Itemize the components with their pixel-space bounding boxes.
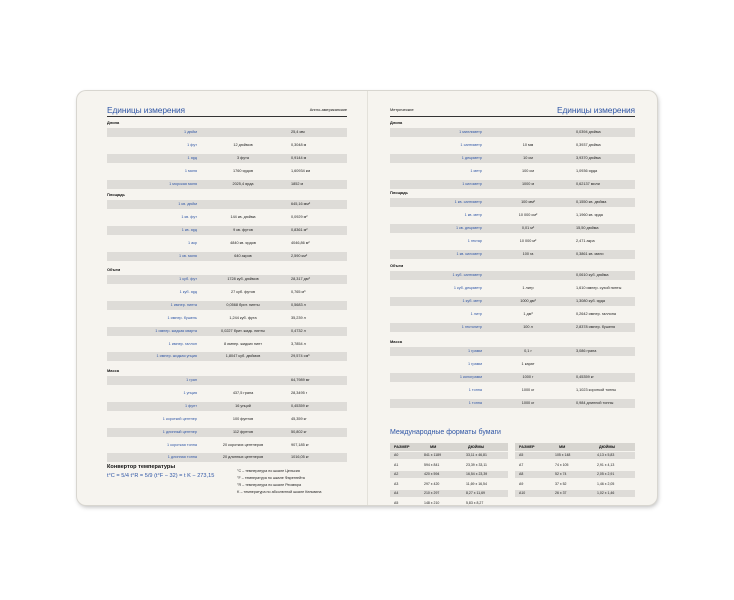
unit-conversion: 15,50 дюйма	[576, 226, 599, 230]
unit-equivalent: 144 кв. дюйма	[230, 214, 256, 219]
unit-conversion: 2,8378 импер. бушеля	[576, 325, 616, 329]
unit-name: 1 унция	[183, 390, 197, 395]
table-row	[390, 284, 635, 293]
left-header-rule	[107, 116, 347, 117]
unit-conversion: 28,3495 г	[291, 390, 308, 395]
unit-name: 1 кв. километр	[456, 252, 482, 256]
unit-equivalent: 1,244 куб. фута	[229, 315, 257, 320]
temperature-converter-formula: t°C = 5/4 t°R = 5/9 (t°F − 32) = t K − 273,15	[107, 473, 215, 479]
table-row	[390, 310, 635, 319]
paper-mm: 26 x 37	[555, 491, 567, 495]
table-row	[107, 453, 347, 462]
unit-equivalent: 0,0227 брит. жидк. пинты	[221, 328, 265, 333]
table-row	[107, 288, 347, 297]
unit-conversion: 1,1023 короткой тонны	[576, 388, 617, 392]
unit-name: 1 импер. пинта	[170, 302, 197, 307]
paper-mm: 297 x 420	[424, 481, 440, 486]
paper-mm: 37 x 52	[555, 481, 567, 486]
paper-size: A5	[519, 453, 524, 457]
table-row	[107, 180, 347, 189]
unit-equivalent: 16 унций	[235, 403, 251, 408]
unit-name: 1 импер. галлон	[168, 341, 197, 346]
unit-conversion: 2,471 акра	[576, 239, 595, 243]
table-row	[390, 250, 635, 259]
paper-inches: 2,91 x 4,13	[597, 462, 615, 467]
table-row	[390, 198, 635, 207]
table-row	[107, 376, 347, 385]
paper-size: A1	[394, 462, 399, 467]
unit-equivalent: 12 дюймов	[233, 142, 253, 147]
unit-equivalent: 100 га	[522, 252, 534, 256]
unit-equivalent: 1000 кг	[521, 388, 535, 392]
paper-size: A4	[394, 491, 399, 495]
unit-equivalent: 1760 ярдов	[233, 168, 253, 173]
unit-name: 1 ярд	[187, 155, 197, 160]
table-row	[390, 386, 635, 395]
unit-conversion	[576, 360, 636, 369]
unit-conversion: 0,62137 мили	[576, 182, 600, 186]
table-row	[390, 167, 635, 176]
unit-equivalent: 1728 куб. дюймов	[227, 277, 259, 281]
unit-equivalent: 100 мм²	[521, 200, 535, 204]
left-page	[77, 91, 367, 505]
unit-conversion: 0,9144 м	[291, 155, 307, 160]
unit-name: 1 кв. миля	[179, 253, 197, 258]
table-row	[390, 452, 508, 459]
paper-header-right	[515, 443, 635, 451]
unit-conversion: 28,317 дм³	[291, 277, 310, 281]
unit-conversion: 0,5683 л	[291, 302, 306, 307]
unit-equivalent: 1000 м	[521, 182, 535, 186]
table-row	[107, 415, 347, 424]
unit-equivalent: 0,0568 брит. пинты	[226, 302, 260, 307]
table-row	[107, 154, 347, 163]
unit-conversion: 0,3937 дюйма	[576, 143, 601, 147]
unit-name: 1 акр	[187, 240, 197, 245]
table-row	[107, 128, 347, 137]
unit-equivalent: 100 см	[522, 169, 534, 173]
unit-equivalent	[203, 376, 283, 385]
paper-mm: 74 x 105	[555, 462, 569, 467]
unit-name: 1 длинный центнер	[162, 429, 197, 434]
right-header-rule	[390, 116, 635, 117]
unit-conversion: 2,590 км²	[291, 253, 308, 258]
unit-equivalent: 1,8047 куб. дюймов	[225, 354, 261, 359]
section-title: Масса	[390, 339, 402, 344]
table-row	[515, 471, 635, 478]
table-row	[390, 237, 635, 246]
paper-inches: 1,46 x 2,05	[597, 481, 615, 486]
unit-equivalent: 1000 дм³	[520, 299, 536, 303]
unit-name: 1 гран	[186, 378, 197, 382]
unit-name: 1 импер. бушель	[167, 315, 197, 320]
table-row	[107, 402, 347, 411]
paper-size: A9	[519, 481, 524, 486]
paper-mm: 841 x 1189	[424, 453, 442, 457]
table-row	[107, 352, 347, 361]
unit-name: 1 куб. дециметр	[453, 286, 482, 290]
table-row	[107, 213, 347, 222]
unit-name: 1 миллиметр	[459, 130, 482, 134]
unit-conversion: 25,4 мм	[291, 130, 305, 134]
paper-header-mm: ММ	[559, 445, 566, 449]
unit-name: 1 кв. ярд	[181, 227, 197, 232]
note-fahrenheit: °F – температура по шкале Фаренгейта	[237, 476, 305, 480]
unit-equivalent: 10 мм	[522, 143, 534, 147]
unit-equivalent: 1 литр	[522, 286, 534, 290]
table-row	[390, 141, 635, 150]
unit-conversion: 0,1550 кв. дюйма	[576, 200, 607, 204]
unit-name: 1 гектолитр	[461, 325, 482, 329]
paper-inches: 8,27 x 11,69	[466, 491, 486, 495]
unit-conversion: 0,984 длинной тонны	[576, 401, 614, 405]
unit-equivalent: 0,01 м²	[521, 226, 535, 230]
table-row	[390, 471, 508, 478]
unit-name: 1 фунт	[185, 403, 197, 408]
unit-conversion: 0,0394 дюйма	[576, 130, 601, 134]
section-title: Площадь	[107, 192, 125, 197]
unit-conversion: 0,4732 л	[291, 328, 306, 333]
unit-conversion: 3,7854 л	[291, 341, 306, 346]
paper-mm: 52 x 74	[555, 472, 567, 476]
unit-name: 1 дециметр	[461, 156, 482, 160]
unit-conversion: 50,802 кг	[291, 429, 307, 434]
paper-header-inches: ДЮЙМЫ	[599, 445, 616, 449]
unit-conversion: 0,45359 кг	[576, 375, 594, 379]
unit-name: 1 короткий центнер	[162, 416, 197, 421]
unit-name: 1 импер. жидкая кварта	[155, 328, 197, 333]
unit-name: 1 литр	[470, 312, 482, 316]
temperature-converter-title: Конвертор температуры	[107, 464, 176, 470]
unit-conversion: 1016,05 кг	[291, 455, 309, 460]
unit-name: 1 километр	[462, 182, 482, 186]
unit-name: 1 метр	[470, 169, 482, 173]
table-row	[390, 360, 635, 369]
paper-header-size: РАЗМЕР	[519, 445, 535, 449]
unit-equivalent: 112 фунтов	[232, 429, 253, 434]
table-row	[107, 441, 347, 450]
unit-conversion: 1,60934 км	[291, 168, 311, 173]
unit-equivalent: 1 дм³	[523, 312, 533, 316]
unit-conversion: 45,359 кг	[291, 416, 307, 421]
unit-name: 1 кв. дециметр	[455, 226, 482, 230]
unit-equivalent: 437,5 грана	[232, 390, 254, 395]
table-row	[390, 271, 635, 280]
table-row	[390, 462, 508, 469]
unit-equivalent	[203, 200, 283, 209]
unit-conversion: 64,7989 мг	[291, 378, 310, 382]
unit-equivalent: 10 000 см²	[518, 213, 538, 217]
unit-name: 1 морская миля	[169, 181, 197, 186]
unit-conversion: 0,8361 м²	[291, 227, 308, 232]
unit-name: 1 грамм	[468, 349, 482, 353]
unit-name: 1 фут	[187, 142, 197, 147]
unit-conversion: 0,3861 кв. мили	[576, 252, 604, 256]
paper-inches: 4,13 x 5,83	[597, 453, 615, 457]
table-row	[390, 373, 635, 382]
section-title: Длина	[107, 120, 120, 125]
table-row	[107, 200, 347, 209]
table-row	[390, 211, 635, 220]
paper-mm: 105 x 148	[555, 453, 571, 457]
unit-conversion: 645,16 мм²	[291, 202, 311, 206]
unit-conversion: 1,3080 куб. ярда	[576, 299, 606, 303]
unit-equivalent: 20 коротких центнеров	[222, 442, 264, 447]
unit-name: 1 гектар	[467, 239, 482, 243]
table-row	[390, 297, 635, 306]
table-row	[107, 239, 347, 248]
table-row	[107, 226, 347, 235]
unit-name: 1 кв. метр	[464, 213, 482, 217]
paper-size: A2	[394, 472, 399, 476]
table-row	[390, 224, 635, 233]
unit-conversion: 3,086 грана	[576, 349, 597, 353]
unit-conversion: 35,239 л	[291, 315, 306, 320]
paper-mm: 148 x 210	[424, 500, 440, 505]
table-row	[390, 500, 508, 507]
unit-conversion: 3,9370 дюйма	[576, 156, 601, 160]
paper-inches: 23,39 x 33,11	[466, 462, 487, 467]
unit-equivalent: 1000 кг	[521, 401, 535, 405]
paper-inches: 1,02 x 1,46	[597, 491, 615, 495]
unit-conversion: 1,1960 кв. ярда	[576, 213, 603, 217]
table-row	[390, 347, 635, 356]
unit-conversion: 0,0929 м²	[291, 214, 308, 219]
paper-size: A7	[519, 462, 524, 467]
paper-header-mm: ММ	[430, 445, 437, 449]
table-row	[107, 327, 347, 336]
unit-name: 1 импер. жидкая унция	[156, 354, 197, 359]
table-row	[107, 141, 347, 150]
paper-inches: 2,05 x 2,91	[597, 472, 615, 476]
unit-conversion: 0,3048 м	[291, 142, 307, 147]
unit-equivalent: 20 длинных центнеров	[222, 455, 264, 460]
unit-conversion: 1,610 импер. сухой пинты	[576, 286, 622, 290]
unit-name: 1 длинная тонна	[167, 455, 197, 460]
left-page-title: Единицы измерения	[107, 105, 185, 115]
table-row	[107, 428, 347, 437]
unit-equivalent: 0,1 г	[524, 349, 532, 353]
unit-conversion: 0,2642 импер. галлона	[576, 312, 616, 316]
paper-mm: 420 x 594	[424, 472, 440, 476]
table-row	[390, 180, 635, 189]
notebook-spread	[77, 91, 657, 505]
paper-header-size: РАЗМЕР	[394, 445, 410, 449]
table-row	[107, 301, 347, 310]
table-row	[390, 323, 635, 332]
table-row	[107, 389, 347, 398]
unit-name: 1 кв. дюйм	[178, 202, 197, 206]
table-row	[515, 490, 635, 497]
table-row	[390, 490, 508, 497]
section-title: Объем	[107, 267, 121, 272]
paper-mm: 210 x 297	[424, 491, 440, 495]
section-title: Объем	[390, 263, 404, 268]
unit-conversion: 0,45359 кг	[291, 403, 309, 408]
unit-equivalent: 10 см	[523, 156, 533, 160]
unit-conversion: 1,0936 ярда	[576, 169, 598, 173]
table-row	[107, 252, 347, 261]
unit-equivalent: 3 фута	[237, 155, 249, 160]
unit-equivalent: 100 л	[523, 325, 533, 329]
table-row	[390, 399, 635, 408]
paper-size: A0	[394, 453, 399, 457]
paper-inches: 5,83 x 8,27	[466, 500, 484, 505]
note-reaumur: °R – температура по шкале Реомюра	[237, 483, 302, 487]
unit-equivalent: 9 кв. футов	[233, 227, 253, 232]
unit-name: 1 короткая тонна	[167, 442, 197, 447]
unit-conversion: 0,765 м³	[291, 289, 306, 294]
unit-equivalent: 640 акров	[234, 253, 252, 258]
unit-conversion: 0,0610 куб. дюйма	[576, 273, 609, 277]
paper-inches: 16,54 x 23,39	[466, 472, 488, 476]
unit-equivalent: 1000 г	[522, 375, 534, 379]
section-title: Площадь	[390, 190, 408, 195]
table-row	[390, 481, 508, 488]
paper-mm: 594 x 841	[424, 462, 440, 467]
unit-conversion: 4046,86 м²	[291, 240, 310, 245]
table-row	[107, 167, 347, 176]
table-row	[390, 154, 635, 163]
unit-name: 1 куб. фут	[179, 277, 197, 281]
paper-size: A3	[394, 481, 399, 486]
paper-size: A8	[519, 472, 524, 476]
unit-name: 1 тонна	[468, 388, 482, 392]
unit-equivalent	[488, 128, 568, 137]
unit-name: 1 тонна	[468, 401, 482, 405]
paper-formats-title: Международные форматы бумаги	[390, 429, 501, 436]
table-row	[515, 452, 635, 459]
paper-size: A5	[394, 500, 399, 505]
unit-equivalent: 27 куб. футов	[230, 289, 255, 294]
section-title: Масса	[107, 368, 119, 373]
unit-conversion: 907,185 кг	[291, 442, 309, 447]
table-row	[390, 128, 635, 137]
paper-header-inches: ДЮЙМЫ	[468, 445, 485, 449]
section-title: Длина	[390, 120, 403, 125]
table-row	[107, 275, 347, 284]
paper-size: A10	[519, 491, 526, 495]
table-row	[107, 340, 347, 349]
paper-inches: 33,11 x 46,81	[466, 453, 487, 457]
unit-name: 1 грамм	[468, 362, 482, 366]
unit-conversion: 1852 м	[291, 181, 304, 186]
paper-header-left	[390, 443, 508, 451]
unit-name: 1 кв. сантиметр	[454, 200, 482, 204]
right-page-label: Метрические	[390, 107, 414, 112]
unit-equivalent: 2025,4 ярда	[232, 181, 254, 186]
unit-name: 1 килограмм	[459, 375, 482, 379]
paper-inches: 11,69 x 16,54	[466, 481, 487, 486]
note-kelvin: K – температура по абсолютной шкале Кельвина	[237, 490, 322, 494]
unit-equivalent: 10 000 м²	[519, 239, 537, 243]
unit-equivalent	[488, 271, 568, 280]
unit-name: 1 куб. метр	[462, 299, 482, 303]
table-row	[515, 462, 635, 469]
unit-name: 1 дюйм	[184, 130, 197, 134]
right-page	[368, 91, 657, 505]
note-celsius: °C – температура по шкале Цельсия	[237, 469, 300, 473]
unit-equivalent: 1 карат	[521, 362, 535, 366]
table-row	[515, 481, 635, 488]
left-page-label: Англо-американские	[309, 107, 347, 112]
table-row	[107, 314, 347, 323]
unit-name: 1 миля	[184, 168, 197, 173]
unit-equivalent	[203, 128, 283, 137]
unit-name: 1 сантиметр	[460, 143, 482, 147]
unit-name: 1 куб. ярд	[179, 289, 197, 294]
unit-equivalent: 4840 кв. ярдов	[230, 240, 256, 245]
unit-conversion: 29,574 см³	[291, 354, 310, 359]
unit-name: 1 куб. сантиметр	[452, 273, 482, 277]
unit-equivalent: 8 импер. жидких пинт	[224, 341, 262, 346]
unit-equivalent: 100 фунтов	[232, 416, 254, 421]
right-page-title: Единицы измерения	[557, 105, 635, 115]
unit-name: 1 кв. фут	[181, 214, 197, 219]
